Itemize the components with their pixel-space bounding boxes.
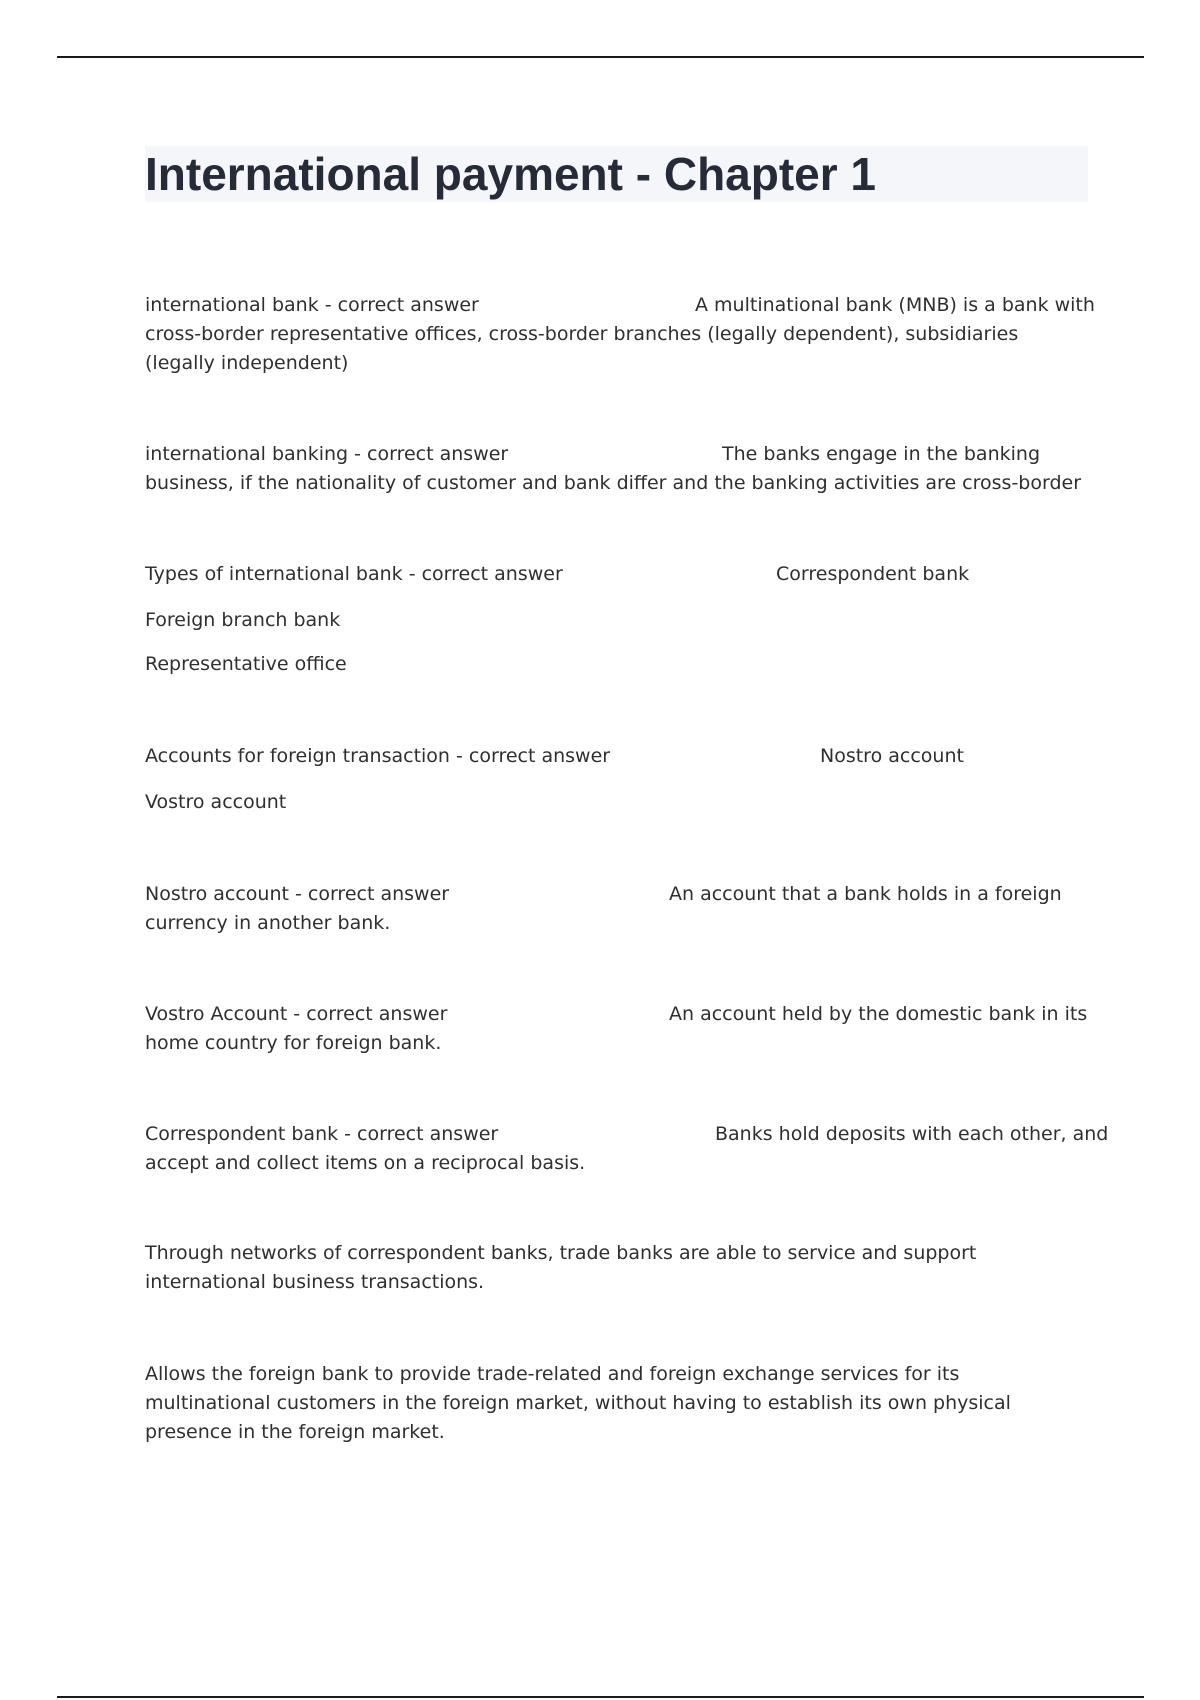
entry-answer-rest: business, if the nationality of customer and bank differ and the banking activities are cross-border	[145, 472, 1082, 494]
entry-answer-rest: cross-border representative offices, cross-border branches (legally dependent), subsidiaries (legally independent)	[145, 323, 1019, 374]
entry-question: Accounts for foreign transaction - correct answer	[145, 745, 611, 767]
entry-answer-start: An account held by the domestic bank in its	[669, 1003, 1088, 1025]
header-rule	[57, 56, 1144, 58]
entry-question: Types of international bank - correct answer	[145, 563, 563, 585]
flashcard-entry	[145, 560, 1090, 679]
flashcard-entry	[145, 880, 1090, 938]
entry-question: Vostro Account - correct answer	[145, 1003, 448, 1025]
entry-extra-item: Representative office	[145, 653, 347, 675]
paragraph-text: Through networks of correspondent banks, trade banks are able to service and support international business transactions.	[145, 1242, 977, 1293]
paragraph-text: Allows the foreign bank to provide trade-related and foreign exchange services for its multinational customers in the foreign market, without having to establish its own physical presence in the foreign market.	[145, 1363, 1011, 1443]
page-title: International payment - Chapter 1	[145, 148, 877, 200]
entry-question: international bank - correct answer	[145, 294, 479, 316]
entry-answer-rest: home country for foreign bank.	[145, 1032, 442, 1054]
entry-answer-start: A multinational bank (MNB) is a bank with	[695, 294, 1095, 316]
flashcard-entry	[145, 291, 1095, 378]
entry-answer-start: Nostro account	[820, 745, 964, 767]
entry-answer-rest: currency in another bank.	[145, 912, 391, 934]
flashcard-entry	[145, 1120, 1109, 1178]
footer-rule	[57, 1696, 1144, 1698]
entry-answer-start: Banks hold deposits with each other, and	[715, 1123, 1109, 1145]
entry-answer-rest: accept and collect items on a reciprocal basis.	[145, 1152, 586, 1174]
flashcard-entry	[145, 742, 1090, 817]
entry-answer-start: An account that a bank holds in a foreign	[669, 883, 1062, 905]
flashcard-entry	[145, 1000, 1090, 1058]
entry-question: Nostro account - correct answer	[145, 883, 450, 905]
flashcard-entry	[145, 440, 1090, 498]
title-highlight	[145, 146, 1088, 202]
entry-extra-item: Vostro account	[145, 791, 287, 813]
body-paragraph	[145, 1239, 1090, 1297]
entry-answer-start: The banks engage in the banking	[722, 443, 1040, 465]
entry-question: international banking - correct answer	[145, 443, 509, 465]
body-paragraph	[145, 1360, 1090, 1447]
entry-question: Correspondent bank - correct answer	[145, 1123, 499, 1145]
entry-answer-start: Correspondent bank	[776, 563, 970, 585]
entry-extra-item: Foreign branch bank	[145, 609, 341, 631]
